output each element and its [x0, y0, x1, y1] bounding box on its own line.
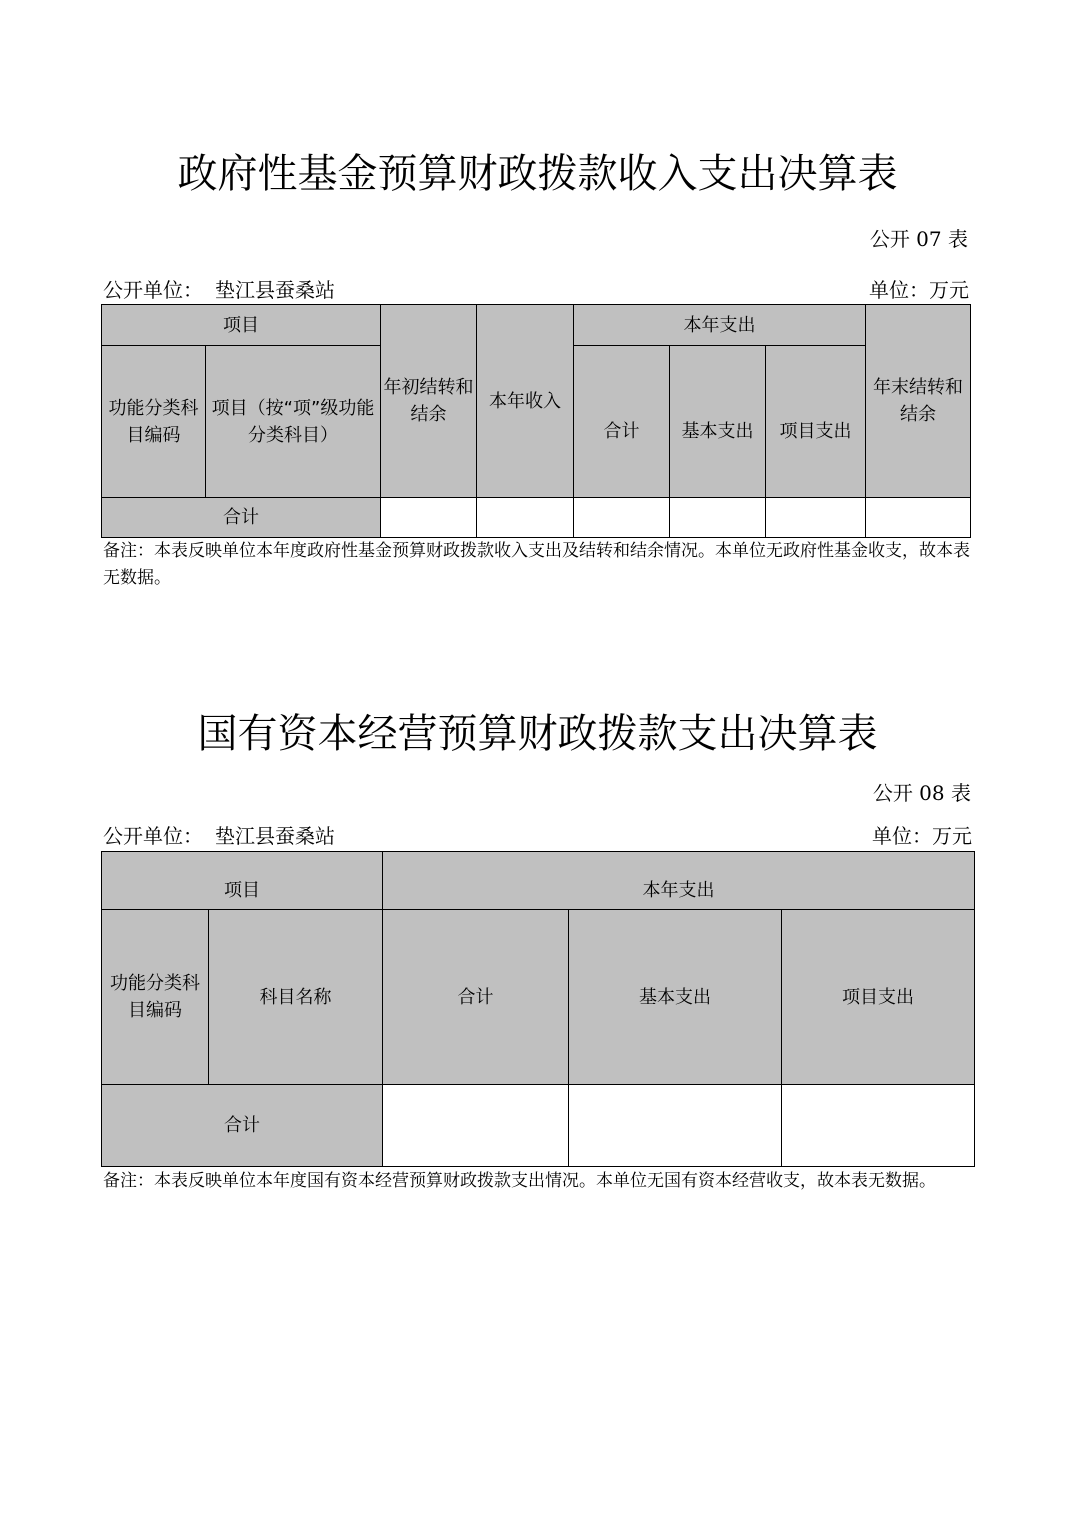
table2-header-basic: 基本支出 — [569, 910, 782, 1085]
table1-header-total: 合计 — [574, 346, 670, 498]
table2-title: 国有资本经营预算财政拨款支出决算表 — [197, 711, 878, 757]
table1-number: 公开 07 表 — [869, 227, 968, 251]
table1-header-end-balance: 年末结转和结余 — [866, 305, 971, 498]
table2-header-project: 项目 — [102, 852, 383, 910]
table2-total-basic — [569, 1085, 782, 1167]
table2-unit-line — [103, 823, 972, 849]
table1-total-end-balance — [866, 498, 971, 538]
table1-unit-line — [103, 277, 969, 303]
table1-grid — [101, 304, 971, 538]
table1-header-expense: 本年支出 — [574, 305, 866, 346]
table2-unit-label: 公开单位： — [103, 824, 203, 848]
table1-header-project: 项目 — [102, 305, 381, 346]
table1-currency: 单位：万元 — [869, 278, 969, 302]
table1-total-basic — [670, 498, 766, 538]
table2-total-project-expense — [782, 1085, 975, 1167]
table1-header-project-expense: 项目支出 — [766, 346, 866, 498]
table1-header-basic: 基本支出 — [670, 346, 766, 498]
table1-header-func-code: 功能分类科目编码 — [102, 346, 206, 498]
table2-header-project-expense: 项目支出 — [782, 910, 975, 1085]
table2-unit-name: 垫江县蚕桑站 — [215, 824, 335, 848]
table2-header-subject-name: 科目名称 — [209, 910, 383, 1085]
table2-grid — [101, 851, 975, 1167]
table2-currency: 单位：万元 — [872, 824, 972, 848]
table1-total-expense-total — [574, 498, 670, 538]
table1-title: 政府性基金预算财政拨款收入支出决算表 — [177, 151, 898, 197]
table1-header-project-detail: 项目（按“项”级功能分类科目） — [206, 346, 381, 498]
table1-note: 备注：本表反映单位本年度政府性基金预算财政拨款收入支出及结转和结余情况。本单位无政府性基金收支，故本表无数据。 — [103, 541, 970, 588]
table2-header-total: 合计 — [383, 910, 569, 1085]
table1-total-begin-balance — [381, 498, 477, 538]
table1-total-project-expense — [766, 498, 866, 538]
table1-unit-label: 公开单位： — [103, 278, 203, 302]
table2-number: 公开 08 表 — [872, 781, 971, 805]
table2-total-expense-total — [383, 1085, 569, 1167]
table2-header-func-code: 功能分类科目编码 — [102, 910, 209, 1085]
table2-note: 备注：本表反映单位本年度国有资本经营预算财政拨款支出情况。本单位无国有资本经营收支，故本表无数据。 — [103, 1171, 936, 1191]
table1-header-income: 本年收入 — [477, 305, 574, 498]
table1-header-begin-balance: 年初结转和结余 — [381, 305, 477, 498]
table1-total-label: 合计 — [102, 498, 381, 538]
table1-total-income — [477, 498, 574, 538]
table1-unit-name: 垫江县蚕桑站 — [215, 278, 335, 302]
table2-header-expense: 本年支出 — [383, 852, 975, 910]
table2-total-label: 合计 — [102, 1085, 383, 1167]
